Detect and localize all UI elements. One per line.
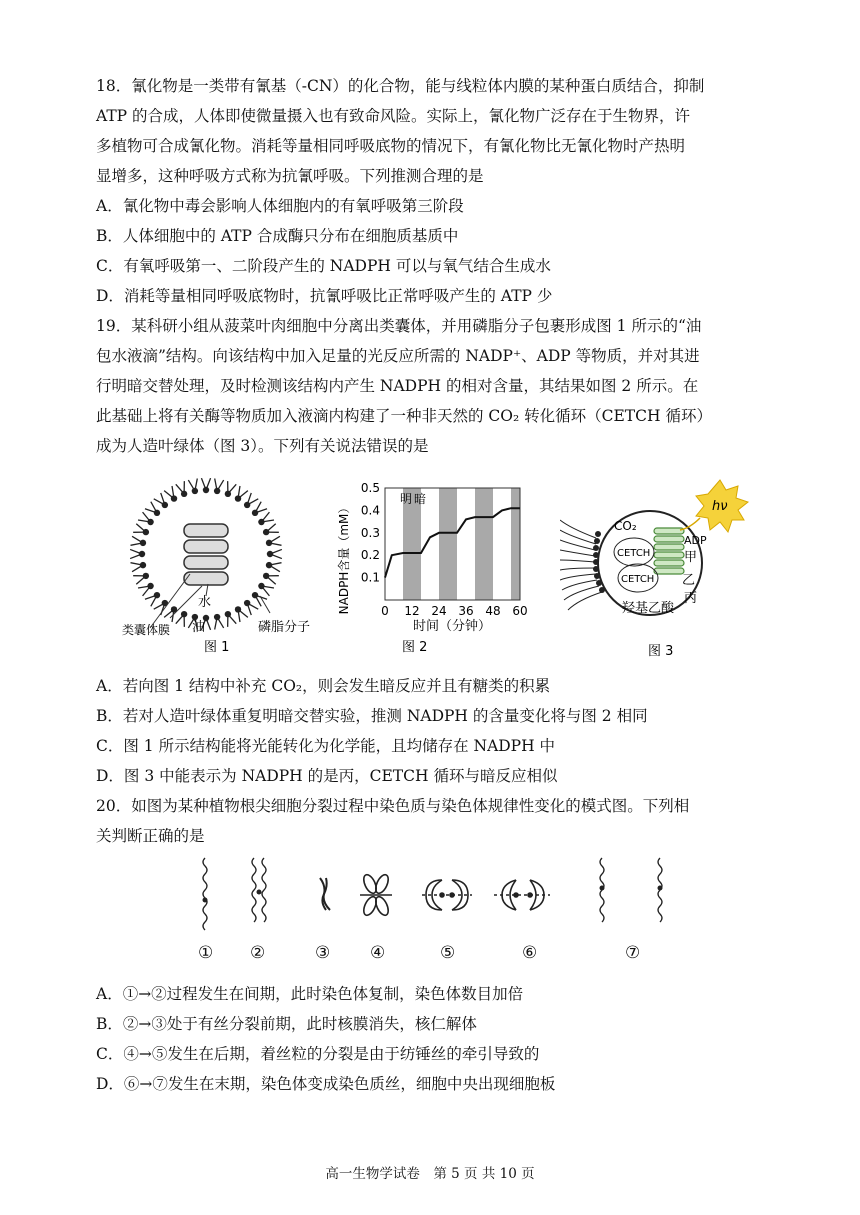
phospholipid-tail <box>132 536 143 543</box>
chromosome-stage-4 <box>360 873 392 917</box>
q18-stem-line: 多植物可合成氰化物。消耗等量相同呼吸底物的情况下，有氰化物比无氰化物时产热明 <box>96 137 686 155</box>
x-tick-label: 36 <box>458 604 474 618</box>
figure-3-artificial-chloroplast <box>560 478 760 663</box>
hv-label: hν <box>712 499 728 514</box>
phospholipid-tail <box>217 617 224 628</box>
stage-label-1: ① <box>198 943 214 963</box>
q19-stem-line: 成为人造叶绿体（图 3）。下列有关说法错误的是 <box>96 437 429 455</box>
q19-stem-line: 此基础上将有关酶等物质加入液滴内构建了一种非天然的 CO₂ 转化循环（CETCH 循环） <box>96 407 712 425</box>
q19-stem-line: 包水液滴”结构。向该结构中加入足量的光反应所需的 NADP⁺、ADP 等物质，并对其进 <box>96 347 700 365</box>
phospholipid-tail <box>188 480 195 491</box>
stage-label-2: ② <box>250 943 266 963</box>
stage-label-5: ⑤ <box>440 943 456 963</box>
co2-label: CO₂ <box>614 519 637 533</box>
chromatin-stage-2 <box>252 858 256 922</box>
figure-3-caption: 图 3 <box>648 644 674 659</box>
q20-option-b: B．②→③处于有丝分裂前期，此时核膜消失，核仁解体 <box>96 1015 477 1033</box>
phospholipid-tail <box>136 524 146 532</box>
q19-stem-line: 19．某科研小组从菠菜叶肉细胞中分离出类囊体，并用磷脂分子包裹形成图 1 所示的“油 <box>96 317 702 335</box>
oil-label: 油 <box>192 620 206 635</box>
chromosome-stage-5 <box>422 880 472 910</box>
phospholipid-tail <box>176 614 184 624</box>
chromosome-stage-6 <box>494 880 550 910</box>
q19-option-a: A．若向图 1 结构中补充 CO₂，则会发生暗反应并且有糖类的积累 <box>96 677 551 695</box>
adp-label: ADP <box>684 534 707 547</box>
q18-option-c: C．有氧呼吸第一、二阶段产生的 NADPH 可以与氧气结合生成水 <box>96 257 551 275</box>
legend-dark: 暗 <box>414 492 427 506</box>
jia-label: 甲 <box>684 550 698 565</box>
stage-label-4: ④ <box>370 943 386 963</box>
x-tick-label: 48 <box>485 604 501 618</box>
y-tick-label: 0.1 <box>360 570 380 585</box>
q18-stem-line: ATP 的合成，人体即使微量摄入也有致命风险。实际上，氰化物广泛存在于生物界，许 <box>96 107 691 125</box>
q20-option-c: C．④→⑤发生在后期，着丝粒的分裂是由于纺锤丝的牵引导致的 <box>96 1045 540 1063</box>
q18-option-d: D．消耗等量相同呼吸底物时，抗氰呼吸比正常呼吸产生的 ATP 少 <box>96 287 553 305</box>
thylakoid-membrane-label: 类囊体膜 <box>122 623 171 637</box>
q20-option-a: A．①→②过程发生在间期，此时染色体复制，染色体数目加倍 <box>96 985 524 1003</box>
q18-option-b: B．人体细胞中的 ATP 合成酶只分布在细胞质基质中 <box>96 227 459 245</box>
stage-label-7: ⑦ <box>625 943 641 963</box>
cetch-label: CETCH <box>617 548 651 559</box>
glycolic-acid-label: 羟基乙酸 <box>622 601 675 616</box>
thylakoid-stack <box>184 524 228 585</box>
y-tick-label: 0.5 <box>360 481 380 495</box>
figure-2-nadph-chart <box>330 478 540 658</box>
phospholipid-tail <box>266 576 276 584</box>
q19-option-d: D．图 3 中能表示为 NADPH 的是丙，CETCH 循环与暗反应相似 <box>96 767 558 785</box>
stage-label-3: ③ <box>315 943 331 963</box>
chromatin-stage-1 <box>203 858 207 930</box>
legend-light: 明 <box>400 492 413 506</box>
q20-option-d: D．⑥→⑦发生在末期，染色体变成染色质丝，细胞中央出现细胞板 <box>96 1075 556 1093</box>
y-tick-label: 0.2 <box>360 548 380 563</box>
x-axis-label: 时间（分钟） <box>412 619 492 634</box>
phospholipid-tail <box>228 484 236 494</box>
x-tick-label: 12 <box>404 604 420 618</box>
q18-stem-line: 显增多，这种呼吸方式称为抗氰呼吸。下列推测合理的是 <box>96 167 484 185</box>
q20-stem-line: 20．如图为某种植物根尖细胞分裂过程中染色质与染色体规律性变化的模式图。下列相 <box>96 797 690 815</box>
thylakoid-green-stack <box>654 528 684 574</box>
dark-interval-band <box>511 488 520 600</box>
q20-stem-line: 关判断正确的是 <box>96 827 205 845</box>
phospholipid-tail <box>228 614 236 624</box>
y-tick-label: 0.4 <box>360 503 380 518</box>
phospholipid-tail <box>176 484 184 494</box>
dark-interval-band <box>475 488 493 600</box>
phospholipid-tail <box>132 565 143 572</box>
yi-label: 乙 <box>682 573 696 588</box>
chromosome-stage-figure <box>180 852 700 937</box>
x-tick-label: 24 <box>431 604 447 618</box>
phospholipid-tail <box>269 565 280 572</box>
water-label: 水 <box>198 595 212 610</box>
sun-icon <box>696 480 748 532</box>
y-tick-label: 0.3 <box>360 525 380 540</box>
q19-option-b: B．若对人造叶绿体重复明暗交替实验，推测 NADPH 的含量变化将与图 2 相同 <box>96 707 648 725</box>
cetch-label: CETCH <box>621 574 655 585</box>
bing-label: 丙 <box>684 591 698 606</box>
q18-option-a: A．氰化物中毒会影响人体细胞内的有氧呼吸第三阶段 <box>96 197 464 215</box>
phospholipid-tail <box>217 480 224 491</box>
phospholipid-tail <box>269 536 280 543</box>
stage-label-6: ⑥ <box>522 943 538 963</box>
dark-interval-band <box>439 488 457 600</box>
x-tick-label: 0 <box>381 604 389 618</box>
phospholipid-tail <box>266 524 276 532</box>
q18-stem-line: 18．氰化物是一类带有氰基（-CN）的化合物，能与线粒体内膜的某种蛋白质结合，抑制 <box>96 77 705 95</box>
phospholipid-tail <box>136 576 146 584</box>
figure-1-caption: 图 1 <box>204 640 230 655</box>
y-axis-label: NADPH含量（mM） <box>337 501 351 615</box>
q19-option-c: C．图 1 所示结构能将光能转化为化学能，且均储存在 NADPH 中 <box>96 737 556 755</box>
phospholipid-label: 磷脂分子 <box>258 620 311 635</box>
figure-2-caption: 图 2 <box>402 640 428 655</box>
x-tick-label: 60 <box>512 604 528 618</box>
q19-stem-line: 行明暗交替处理，及时检测该结构内产生 NADPH 的相对含量，其结果如图 2 所示。在 <box>96 377 699 395</box>
figure-1-oil-in-water-droplet <box>110 478 350 658</box>
page-footer: 高一生物学试卷 第 5 页 共 10 页 <box>325 1166 535 1182</box>
